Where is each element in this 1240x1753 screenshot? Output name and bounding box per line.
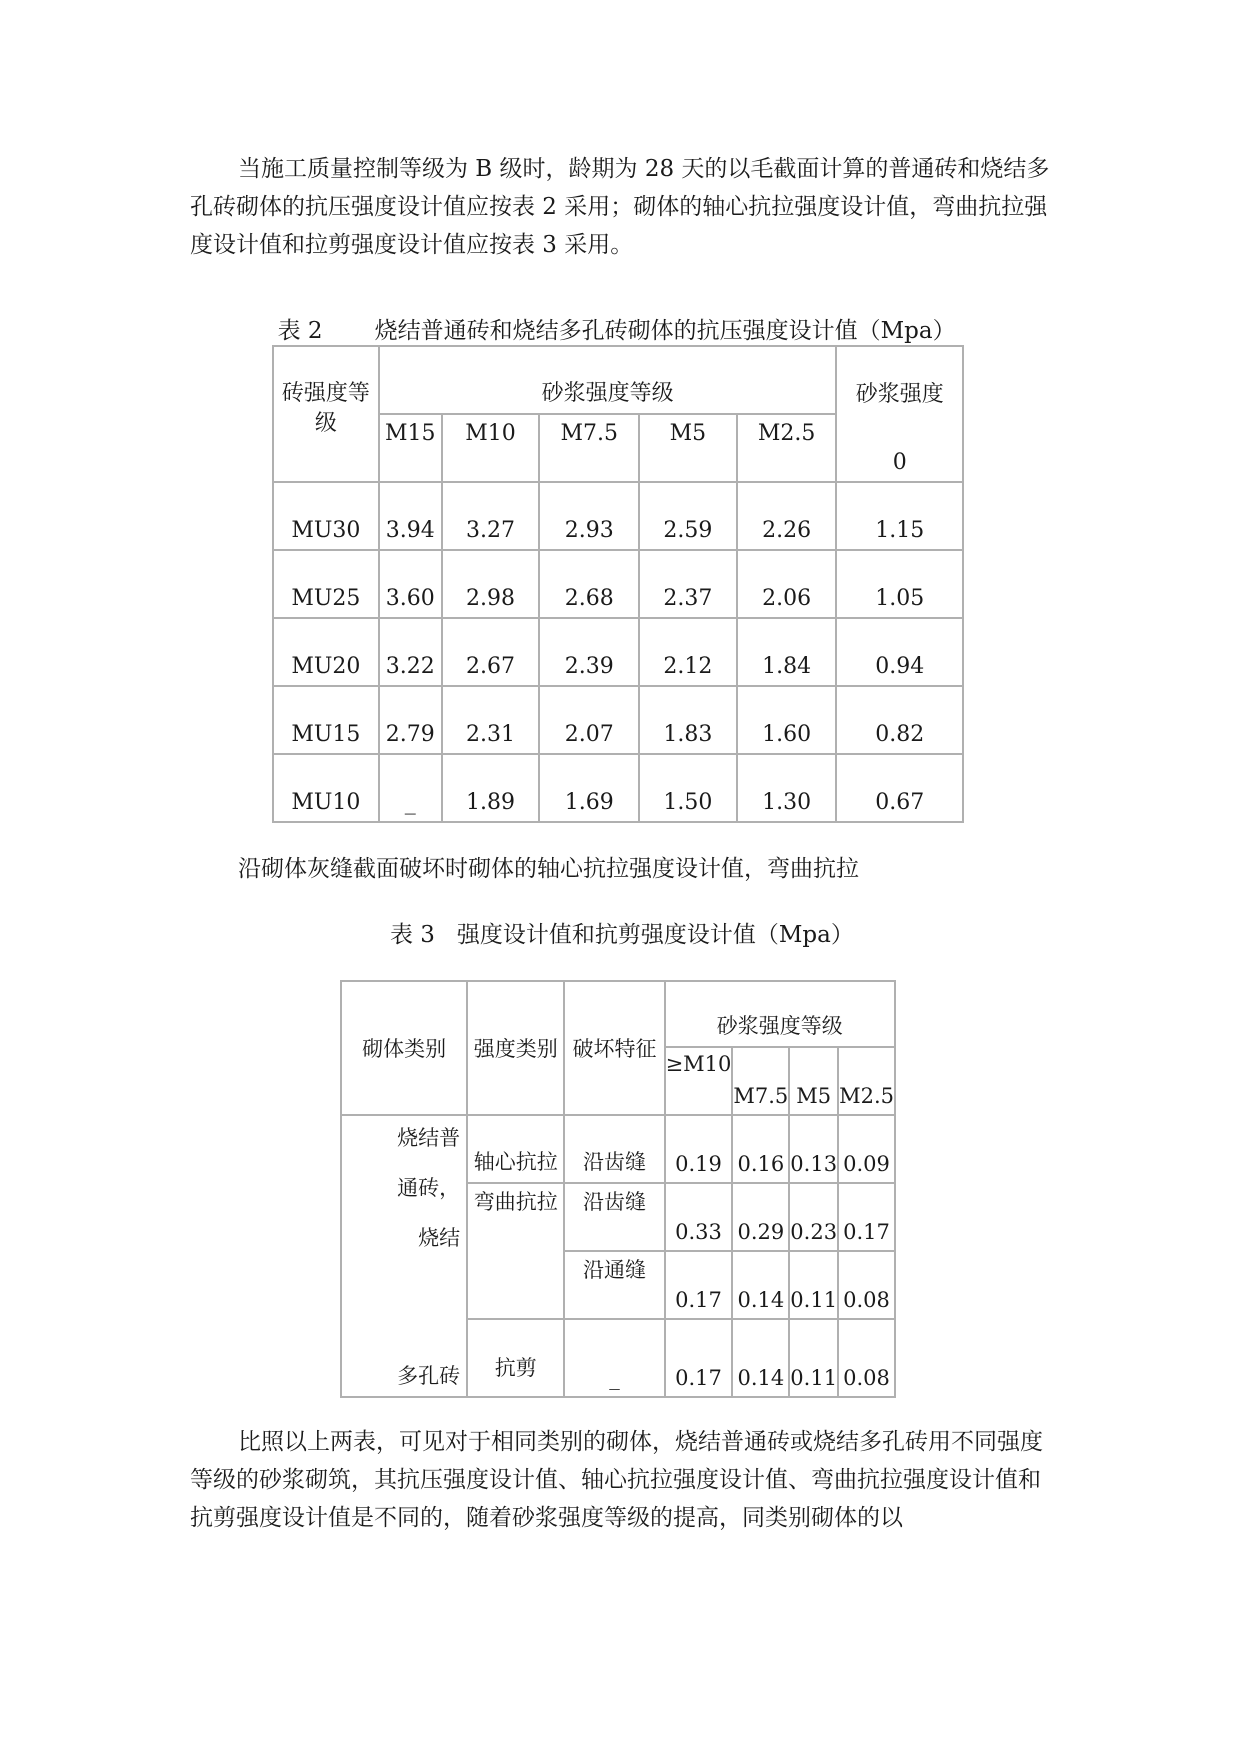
table3-shear-label: 抗剪 xyxy=(467,1319,564,1397)
table3-col-m10: ≥M10 xyxy=(665,1047,733,1115)
table3-cell: 0.08 xyxy=(838,1251,895,1319)
table3-masonry-line: 烧结普 xyxy=(397,1126,461,1150)
table3-masonry-line: 通砖， xyxy=(397,1176,461,1200)
table2-cell: 1.89 xyxy=(442,754,540,822)
table3-cell: 0.13 xyxy=(789,1115,838,1183)
table3-masonry-bottom: 多孔砖 xyxy=(341,1319,467,1397)
table2-cell: 2.26 xyxy=(737,482,837,550)
table2-cell: 1.50 xyxy=(639,754,737,822)
table2-col-m5: M5 xyxy=(639,414,737,482)
table3-axial-label: 轴心抗拉 xyxy=(467,1115,564,1183)
table3-cell: 0.23 xyxy=(789,1183,838,1251)
middle-paragraph xyxy=(190,850,1050,888)
table3-cell: 0.17 xyxy=(665,1319,733,1397)
middle-paragraph-text: 沿砌体灰缝截面破坏时砌体的轴心抗拉强度设计值，弯曲抗拉 xyxy=(238,856,859,882)
table3-cell: 0.16 xyxy=(732,1115,789,1183)
table-row xyxy=(341,1319,895,1397)
table2-row-grade: MU15 xyxy=(273,686,379,754)
table3-masonry-type-cell xyxy=(341,1115,467,1319)
table2-cell: 2.79 xyxy=(379,686,442,754)
table2-cell: 3.94 xyxy=(379,482,442,550)
table2-cell: 2.59 xyxy=(639,482,737,550)
conclusion-paragraph-text: 比照以上两表，可见对于相同类别的砌体，烧结普通砖或烧结多孔砖用不同强度等级的砂浆砌筑，其抗压强度设计值、轴心抗拉强度设计值、弯曲抗拉强度设计值和抗剪强度设计值是不同的，随着砂浆强度等级的提高，同类别砌体的以 xyxy=(190,1429,1043,1531)
table2-header-brick-grade: 砖强度等级 xyxy=(273,346,379,482)
table2-row-grade: MU30 xyxy=(273,482,379,550)
table2-cell: 1.60 xyxy=(737,686,837,754)
table2-cell: 2.31 xyxy=(442,686,540,754)
table3-cell: 0.29 xyxy=(732,1183,789,1251)
table-row xyxy=(273,482,963,550)
table2-cell: 2.39 xyxy=(539,618,639,686)
table2-cell: 0.67 xyxy=(836,754,963,822)
table3-col-m2.5: M2.5 xyxy=(838,1047,895,1115)
table2-cell: 2.37 xyxy=(639,550,737,618)
table3-cell: 0.17 xyxy=(665,1251,733,1319)
table2-cell: 1.30 xyxy=(737,754,837,822)
table3-failure: 沿齿缝 xyxy=(564,1183,664,1251)
table2-cell: 1.05 xyxy=(836,550,963,618)
table3-cell: 0.17 xyxy=(838,1183,895,1251)
table3-caption: 表 3 强度设计值和抗剪强度设计值（Mpa） xyxy=(390,922,854,948)
table3-cell: 0.09 xyxy=(838,1115,895,1183)
table2-cell: 2.68 xyxy=(539,550,639,618)
table2-cell: 1.83 xyxy=(639,686,737,754)
table3-cell: 0.19 xyxy=(665,1115,733,1183)
table3-header-strength-type: 强度类别 xyxy=(467,981,564,1115)
table-row xyxy=(273,550,963,618)
table3-cell: 0.11 xyxy=(789,1251,838,1319)
table-row xyxy=(273,686,963,754)
table2-caption-label: 表 2 xyxy=(277,318,323,344)
table3-cell: 0.11 xyxy=(789,1319,838,1397)
table2-row-grade: MU20 xyxy=(273,618,379,686)
table3-col-m7.5: M7.5 xyxy=(732,1047,789,1115)
table2-caption xyxy=(263,286,956,345)
table3-cell: 0.33 xyxy=(665,1183,733,1251)
table2-col-m2.5: M2.5 xyxy=(737,414,837,482)
table2-row-grade: MU25 xyxy=(273,550,379,618)
table3-shear-strength xyxy=(340,980,896,1398)
table2-cell: 1.15 xyxy=(836,482,963,550)
table2-cell: 0.94 xyxy=(836,618,963,686)
table2-cell: 0.82 xyxy=(836,686,963,754)
table2-cell: _ xyxy=(379,754,442,822)
table2-col-m10: M10 xyxy=(442,414,540,482)
table3-header-masonry-type: 砌体类别 xyxy=(341,981,467,1115)
table-row xyxy=(341,1115,895,1183)
table2-cell: 1.84 xyxy=(737,618,837,686)
table3-cell: 0.14 xyxy=(732,1319,789,1397)
table2-col-m7.5: M7.5 xyxy=(539,414,639,482)
table2-cell: 3.60 xyxy=(379,550,442,618)
table3-failure: 沿通缝 xyxy=(564,1251,664,1319)
table3-bending-label: 弯曲抗拉 xyxy=(467,1183,564,1319)
table2-cell: 3.22 xyxy=(379,618,442,686)
table2-caption-title: 烧结普通砖和烧结多孔砖砌体的抗压强度设计值（Mpa） xyxy=(374,318,956,344)
table3-col-m5: M5 xyxy=(789,1047,838,1115)
intro-paragraph xyxy=(190,150,1050,264)
table2-col-mortar-zero: 0 xyxy=(836,414,963,482)
table3-failure: _ xyxy=(564,1319,664,1397)
table2-col-m15: M15 xyxy=(379,414,442,482)
table3-failure: 沿齿缝 xyxy=(564,1115,664,1183)
table2-row-grade: MU10 xyxy=(273,754,379,822)
table2-header-mortar-grade: 砂浆强度等级 xyxy=(379,346,837,414)
table2-compressive-strength xyxy=(272,345,964,823)
table2-cell: 2.93 xyxy=(539,482,639,550)
table-row xyxy=(273,618,963,686)
conclusion-paragraph xyxy=(190,1423,1050,1537)
table3-cell: 0.08 xyxy=(838,1319,895,1397)
intro-paragraph-text: 当施工质量控制等级为 B 级时，龄期为 28 天的以毛截面计算的普通砖和烧结多孔砖砌体的抗压强度设计值应按表 2 采用；砌体的轴心抗拉强度设计值，弯曲抗拉强度设计值和拉剪强度设计值应按表 3 采用。 xyxy=(190,156,1050,258)
table2-cell: 2.06 xyxy=(737,550,837,618)
table2-cell: 3.27 xyxy=(442,482,540,550)
table3-header-failure-feature: 破坏特征 xyxy=(564,981,664,1115)
table3-cell: 0.14 xyxy=(732,1251,789,1319)
table2-cell: 2.12 xyxy=(639,618,737,686)
table2-header-mortar-strength: 砂浆强度 xyxy=(836,346,963,414)
table2-cell: 2.98 xyxy=(442,550,540,618)
table2-cell: 2.67 xyxy=(442,618,540,686)
table2-cell: 1.69 xyxy=(539,754,639,822)
table2-cell: 2.07 xyxy=(539,686,639,754)
table3-masonry-line: 烧结 xyxy=(418,1226,461,1250)
table3-header-mortar-grade: 砂浆强度等级 xyxy=(665,981,895,1047)
table-row xyxy=(273,754,963,822)
